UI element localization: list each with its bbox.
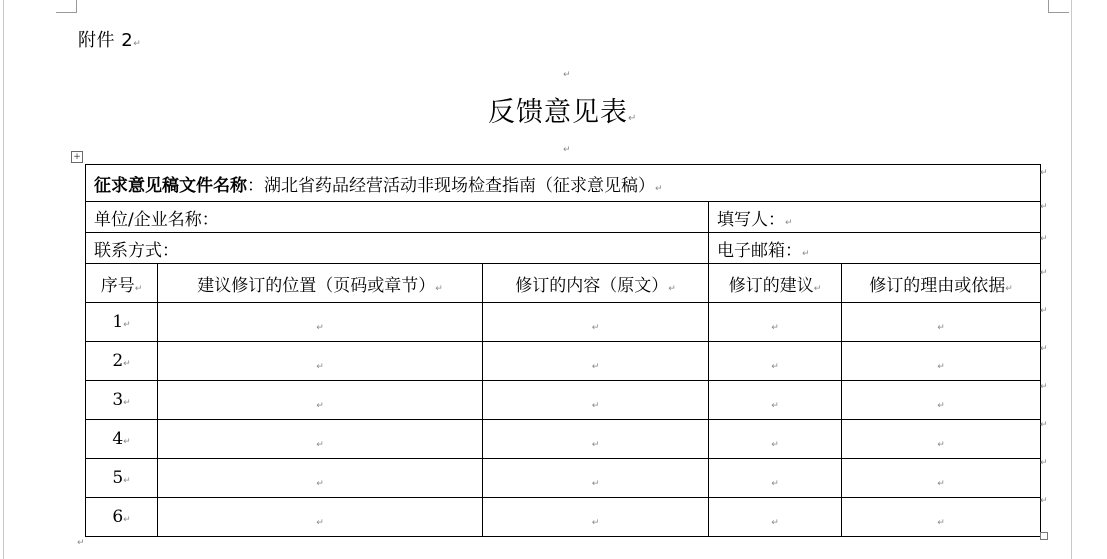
table-row bbox=[86, 420, 1041, 459]
table-row bbox=[86, 459, 1041, 498]
reason-input-cell[interactable]: ↵ bbox=[842, 498, 1041, 537]
contact-info-cell[interactable]: 联系方式： bbox=[86, 233, 709, 264]
content-input-cell[interactable]: ↵ bbox=[483, 303, 709, 342]
row-end-mark: ↵ bbox=[1040, 458, 1048, 468]
document-name-cell[interactable]: 征求意见稿文件名称：湖北省药品经营活动非现场检查指南（征求意见稿）↵ bbox=[86, 165, 1041, 202]
row-index-cell[interactable]: 4↵ bbox=[86, 420, 158, 459]
feedback-table bbox=[85, 164, 1041, 537]
column-header-index: 序号↵ bbox=[86, 264, 158, 303]
row-index-cell[interactable]: 3↵ bbox=[86, 381, 158, 420]
page-title[interactable]: 反馈意见表↵ bbox=[488, 97, 638, 128]
suggestion-input-cell[interactable]: ↵ bbox=[709, 420, 842, 459]
location-input-cell[interactable]: ↵ bbox=[158, 342, 483, 381]
reason-input-cell[interactable]: ↵ bbox=[842, 303, 1041, 342]
document-name-value: ：湖北省药品经营活动非现场检查指南（征求意见稿） bbox=[247, 175, 655, 196]
reason-input-cell[interactable]: ↵ bbox=[842, 381, 1041, 420]
row-end-mark: ↵ bbox=[1040, 344, 1048, 354]
row-end-mark: ↵ bbox=[1040, 420, 1048, 430]
document-name-label: 征求意见稿文件名称 bbox=[94, 175, 247, 196]
row-index-cell[interactable]: 6↵ bbox=[86, 498, 158, 537]
table-row bbox=[86, 303, 1041, 342]
reason-input-cell[interactable]: ↵ bbox=[842, 342, 1041, 381]
row-end-mark: ↵ bbox=[1040, 234, 1048, 244]
location-input-cell[interactable]: ↵ bbox=[158, 420, 483, 459]
suggestion-input-cell[interactable]: ↵ bbox=[709, 342, 842, 381]
suggestion-input-cell[interactable]: ↵ bbox=[709, 498, 842, 537]
row-index-cell[interactable]: 5↵ bbox=[86, 459, 158, 498]
reason-input-cell[interactable]: ↵ bbox=[842, 459, 1041, 498]
paragraph-mark: ↵ bbox=[77, 538, 85, 548]
table-move-handle[interactable]: + bbox=[71, 151, 83, 163]
email-cell[interactable]: 电子邮箱：↵ bbox=[709, 233, 1041, 264]
row-end-mark: ↵ bbox=[1040, 306, 1048, 316]
column-header-reason: 修订的理由或依据↵ bbox=[842, 264, 1041, 303]
suggestion-input-cell[interactable]: ↵ bbox=[709, 381, 842, 420]
location-input-cell[interactable]: ↵ bbox=[158, 498, 483, 537]
table-row bbox=[86, 498, 1041, 537]
row-end-mark: ↵ bbox=[1040, 268, 1048, 278]
row-end-mark: ↵ bbox=[1040, 168, 1048, 178]
table-resize-handle[interactable] bbox=[1040, 532, 1048, 540]
filler-name-cell[interactable]: 填写人：↵ bbox=[709, 202, 1041, 233]
location-input-cell[interactable]: ↵ bbox=[158, 459, 483, 498]
row-end-mark: ↵ bbox=[1040, 382, 1048, 392]
table-row bbox=[86, 342, 1041, 381]
margin-corner-top-right bbox=[1048, 0, 1069, 13]
content-input-cell[interactable]: ↵ bbox=[483, 498, 709, 537]
paragraph-mark: ↵ bbox=[563, 145, 571, 155]
paragraph-mark: ↵ bbox=[563, 70, 571, 80]
location-input-cell[interactable]: ↵ bbox=[158, 303, 483, 342]
page-left-edge bbox=[3, 0, 4, 559]
row-end-mark: ↵ bbox=[1040, 496, 1048, 506]
column-header-suggestion: 修订的建议↵ bbox=[709, 264, 842, 303]
suggestion-input-cell[interactable]: ↵ bbox=[709, 459, 842, 498]
content-input-cell[interactable]: ↵ bbox=[483, 381, 709, 420]
row-end-mark: ↵ bbox=[1040, 202, 1048, 212]
suggestion-input-cell[interactable]: ↵ bbox=[709, 303, 842, 342]
content-input-cell[interactable]: ↵ bbox=[483, 420, 709, 459]
row-index-cell[interactable]: 1↵ bbox=[86, 303, 158, 342]
content-input-cell[interactable]: ↵ bbox=[483, 459, 709, 498]
location-input-cell[interactable]: ↵ bbox=[158, 381, 483, 420]
margin-corner-top-left bbox=[56, 0, 77, 13]
column-header-location: 建议修订的位置（页码或章节）↵ bbox=[158, 264, 483, 303]
reason-input-cell[interactable]: ↵ bbox=[842, 420, 1041, 459]
column-header-original-content: 修订的内容（原文）↵ bbox=[483, 264, 709, 303]
attachment-label[interactable]: 附件 2↵ bbox=[78, 30, 142, 51]
table-row bbox=[86, 381, 1041, 420]
row-index-cell[interactable]: 2↵ bbox=[86, 342, 158, 381]
page-right-edge bbox=[1071, 0, 1072, 559]
content-input-cell[interactable]: ↵ bbox=[483, 342, 709, 381]
organization-name-cell[interactable]: 单位/企业名称： bbox=[86, 202, 709, 233]
